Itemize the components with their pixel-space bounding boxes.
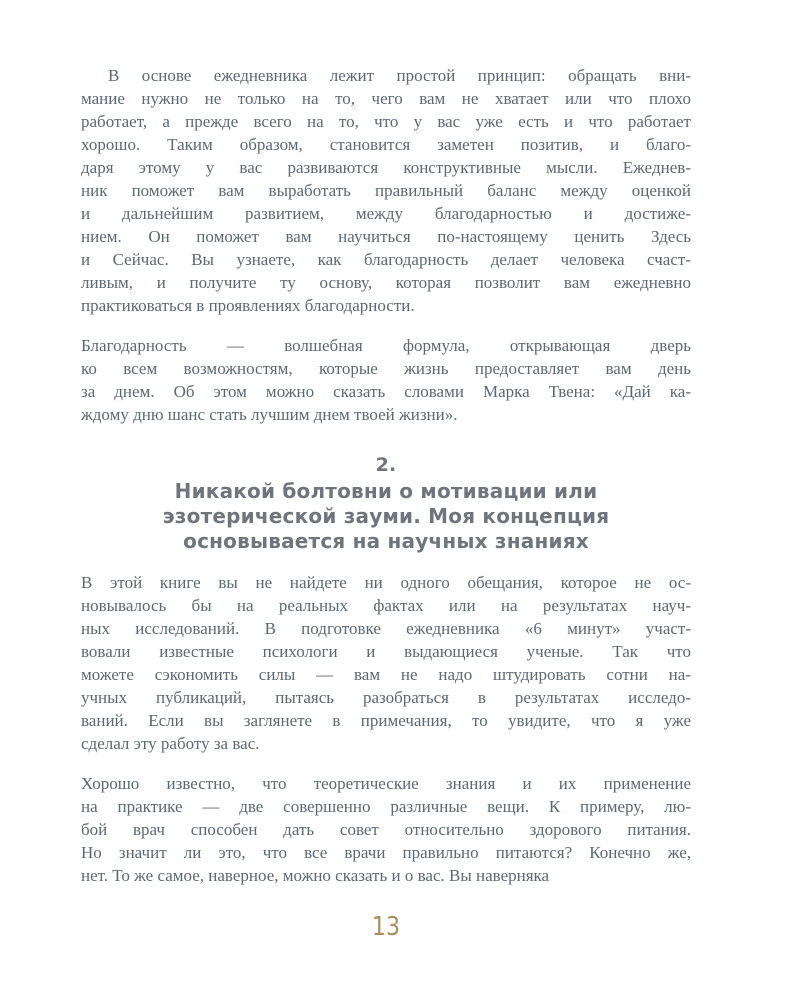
chapter-heading — [81, 453, 691, 554]
text-line: за днем. Об этом можно сказать словами Марка Твена: «Дай ка- — [81, 382, 691, 401]
text-line: Благодарность — волшебная формула, открывающая дверь — [81, 336, 691, 355]
text-line: Но значит ли это, что все врачи правильно питаются? Конечно же, — [81, 843, 691, 862]
text-line: В этой книге вы не найдете ни одного обещания, которое не ос- — [81, 573, 691, 592]
chapter-number: 2. — [375, 454, 397, 476]
text-line: мание нужно не только на то, чего вам не хватает или что плохо — [81, 89, 691, 108]
text-line: новывалось бы на реальных фактах или на результатах науч- — [81, 596, 691, 615]
text-line: В основе ежедневника лежит простой принцип: обращать вни- — [108, 66, 691, 85]
chapter-title-line: Никакой болтовни о мотивации или — [174, 479, 598, 503]
text-line: бой врач способен дать совет относительно здорового питания. — [81, 820, 691, 839]
body-paragraph — [81, 64, 691, 317]
text-line: даря этому у вас развиваются конструктивные мысли. Ежеднев- — [81, 158, 691, 177]
text-line: нет. То же самое, наверное, можно сказать и о вас. Вы наверняка — [81, 866, 550, 885]
text-line: на практике — две совершенно различные вещи. К примеру, лю- — [81, 797, 691, 816]
text-line: ко всем возможностям, которые жизнь предоставляет вам день — [81, 359, 691, 378]
text-line: практиковаться в проявлениях благодарности. — [81, 296, 415, 315]
text-line: ваний. Если вы заглянете в примечания, то увидите, что я уже — [81, 711, 691, 730]
page-number: 13 — [371, 912, 401, 942]
text-line: ных исследований. В подготовке ежедневника «6 минут» участ- — [81, 619, 691, 638]
text-line: ждому дню шанс стать лучшим днем твоей жизни». — [81, 405, 458, 424]
chapter-title-line: основывается на научных знаниях — [183, 529, 589, 553]
text-line: вовали известные психологи и выдающиеся ученые. Так что — [81, 642, 691, 661]
text-line: хорошо. Таким образом, становится заметен позитив, и благо- — [81, 135, 691, 154]
text-line: можете сэкономить силы — вам не надо штудировать сотни на- — [81, 665, 691, 684]
text-line: учных публикаций, пытаясь разобраться в результатах исследо- — [81, 688, 691, 707]
body-paragraph — [81, 334, 691, 426]
text-line: работает, а прежде всего на то, что у вас уже есть и что работает — [81, 112, 691, 131]
text-line: Хорошо известно, что теоретические знания и их применение — [81, 774, 691, 793]
text-block — [81, 64, 691, 904]
text-line: и дальнейшим развитием, между благодарностью и достиже- — [81, 204, 691, 223]
text-line: ник поможет вам выработать правильный баланс между оценкой — [81, 181, 691, 200]
text-line: сделал эту работу за вас. — [81, 734, 260, 753]
text-line: и Сейчас. Вы узнаете, как благодарность делает человека счаст- — [81, 250, 691, 269]
body-paragraph — [81, 772, 691, 887]
chapter-title-line: эзотерической зауми. Моя концепция — [162, 504, 610, 528]
text-line: нием. Он поможет вам научиться по-настоящему ценить Здесь — [81, 227, 691, 246]
text-line: ливым, и получите ту основу, которая позволит вам ежедневно — [81, 273, 691, 292]
body-paragraph — [81, 571, 691, 755]
